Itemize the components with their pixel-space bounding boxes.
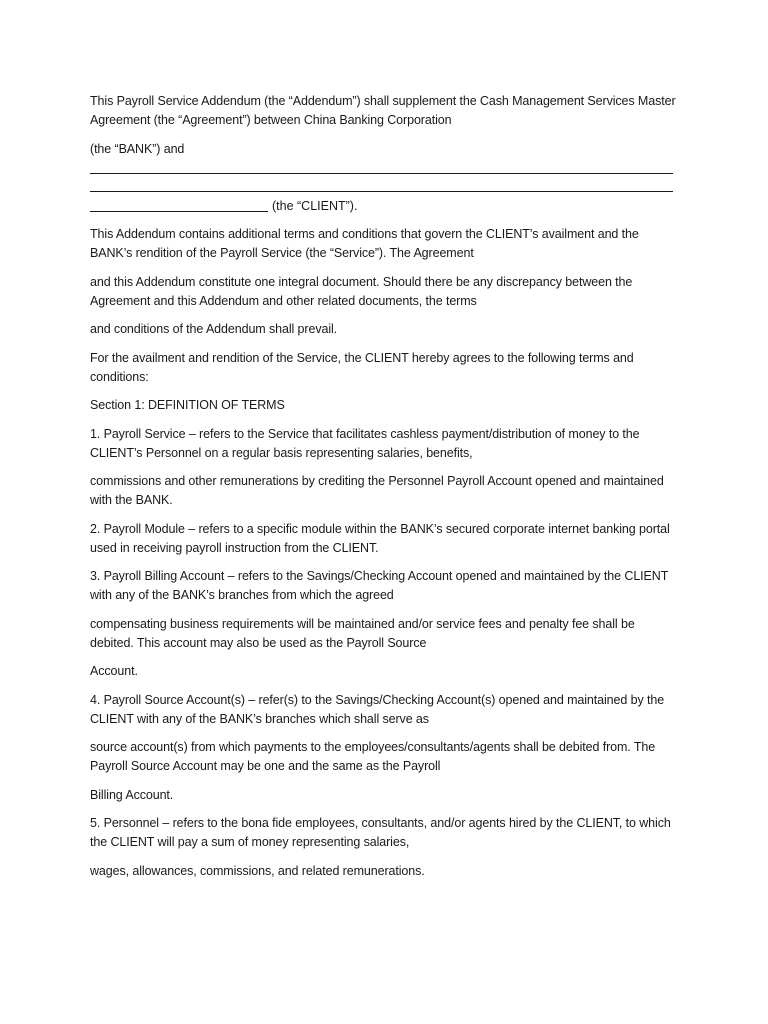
client-suffix: (the “CLIENT”). bbox=[272, 198, 358, 213]
client-blank-row-1 bbox=[90, 159, 680, 177]
client-blank-line-1 bbox=[90, 173, 673, 174]
definition-2: 2. Payroll Module – refers to a specific module within the BANK’s secured corporate internet banking portal used in receiving payroll instruction from the CLIENT. bbox=[90, 521, 670, 555]
definition-5a: 5. Personnel – refers to the bona fide employees, consultants, and/or agents hired by the CLIENT, to which the CLIENT will pay a sum of money representing salaries, bbox=[90, 816, 671, 849]
availment-paragraph: For the availment and rendition of the Service, the CLIENT hereby agrees to the following terms and conditions: bbox=[90, 350, 634, 384]
definition-1a: 1. Payroll Service – refers to the Service that facilitates cashless payment/distribution of money to the CLIENT’s Personnel on a regular basis representing salaries, benefits, bbox=[90, 426, 640, 460]
definition-1b: commissions and other remunerations by crediting the Personnel Payroll Account opened and maintained with the BANK. bbox=[90, 474, 664, 507]
definition-4a: 4. Payroll Source Account(s) – refer(s) to the Savings/Checking Account(s) opened and maintained by the CLIENT with any of the BANK’s branches which shall serve as bbox=[90, 692, 665, 726]
document-page bbox=[90, 92, 680, 890]
definition-5b: wages, allowances, commissions, and related remunerations. bbox=[90, 863, 425, 878]
definition-3c: Account. bbox=[90, 664, 138, 678]
section-heading: Section 1: DEFINITION OF TERMS bbox=[90, 398, 285, 412]
prevail-paragraph: and conditions of the Addendum shall prevail. bbox=[90, 322, 338, 336]
addendum-terms-paragraph: This Addendum contains additional terms and conditions that govern the CLIENT’s availment and the BANK’s rendition of the Payroll Service (the “Service”). The Agreement bbox=[90, 227, 639, 260]
client-name-blanks bbox=[90, 159, 680, 195]
definition-3b: compensating business requirements will be maintained and/or service fees and penalty fee shall be debited. This account may also be used as the Payroll Source bbox=[90, 616, 635, 650]
definition-4b: source account(s) from which payments to the employees/consultants/agents shall be debited from. The Payroll Source Account may be one and the same as the Payroll bbox=[90, 740, 656, 773]
bank-and-line: (the “BANK”) and bbox=[90, 141, 185, 156]
client-short-blank bbox=[90, 211, 268, 212]
client-blank-row-2 bbox=[90, 177, 680, 195]
client-line bbox=[90, 197, 680, 216]
integral-document-paragraph: and this Addendum constitute one integral document. Should there be any discrepancy between the Agreement and this Addendum and other related documents, the terms bbox=[90, 274, 633, 308]
definition-3a: 3. Payroll Billing Account – refers to the Savings/Checking Account opened and maintained by the CLIENT with any of the BANK’s branches from which the agreed bbox=[90, 569, 669, 602]
intro-paragraph: This Payroll Service Addendum (the “Addendum”) shall supplement the Cash Management Services Master Agreement (the “Agreement”) between China Banking Corporation bbox=[90, 94, 676, 127]
client-blank-line-2 bbox=[90, 191, 673, 192]
definition-4c: Billing Account. bbox=[90, 787, 174, 802]
